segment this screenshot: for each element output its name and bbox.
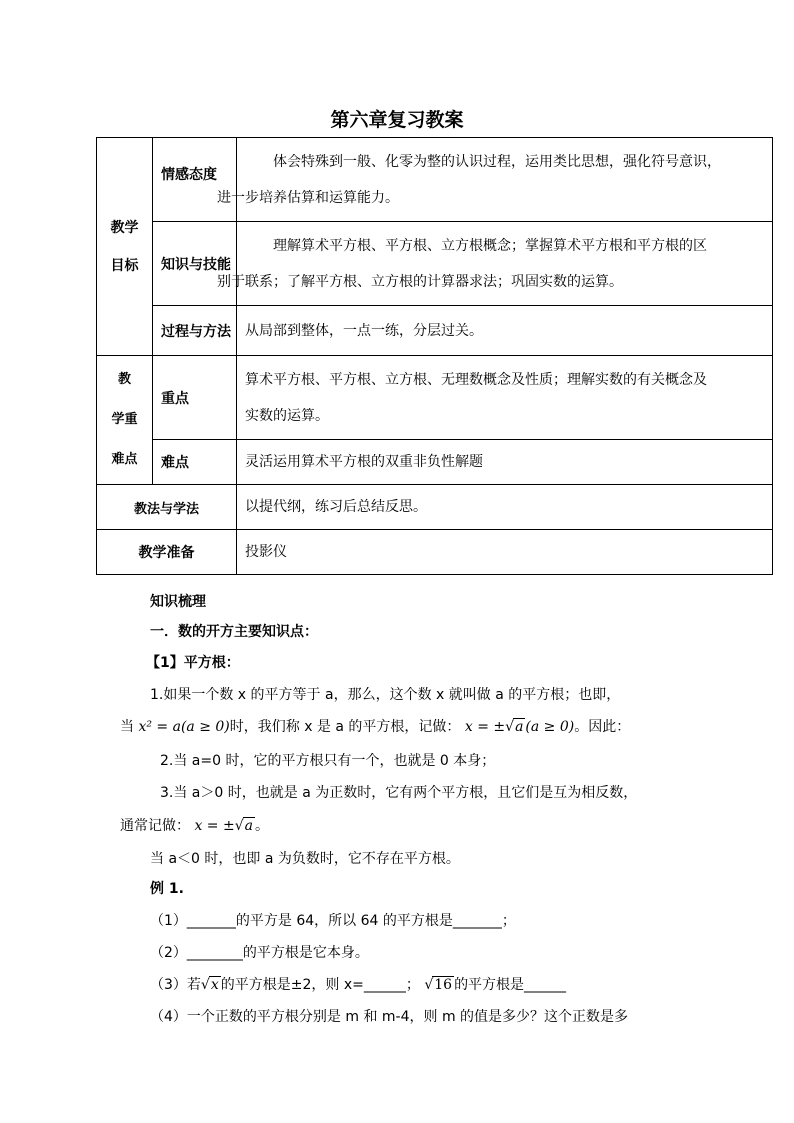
prep-text: 投影仪 (237, 530, 773, 575)
question-2: （2）________的平方根是它本身。 (150, 945, 369, 961)
prep-label: 教学准备 (97, 530, 237, 575)
paragraph-4: 3.当 a＞0 时，也就是 a 为正数时，它有两个平方根，且它们是互为相反数， (160, 785, 638, 801)
process-label: 过程与方法 (153, 306, 237, 356)
goals-label: 教学 目标 (97, 138, 153, 356)
process-text: 从局部到整体，一点一练，分层过关。 (237, 306, 773, 356)
paragraph-2: 当 x² = a(a ≥ 0)时，我们称 x 是 a 的平方根，记做： x = ±√a (a ≥ 0)。因此： (120, 719, 631, 735)
page-title: 第六章复习教案 (330, 109, 464, 131)
question-3: （3）若√x 的平方根是±2，则 x=______； √16 的平方根是______ (150, 977, 567, 993)
paragraph-1: 1.如果一个数 x 的平方等于 a，那么，这个数 x 就叫做 a 的平方根；也即， (150, 687, 621, 703)
topic-title: 【1】平方根： (146, 655, 240, 671)
method-label: 教法与学法 (97, 485, 237, 530)
paragraph-6: 当 a＜0 时，也即 a 为负数时，它不存在平方根。 (150, 851, 460, 867)
formula-root: x = ±√a (a ≥ 0) (464, 719, 575, 735)
paragraph-3: 2.当 a=0 时，它的平方根只有一个，也就是 0 本身； (160, 753, 496, 769)
knowledge-text: 理解算术平方根、平方根、立方根概念；掌握算术平方根和平方根的区 别于联系；了解平方根、立方根的计算器求法；巩固实数的运算。 (237, 222, 773, 306)
focus-text: 算术平方根、平方根、立方根、无理数概念及性质；理解实数的有关概念及 实数的运算。 (237, 356, 773, 440)
emotion-label: 情感态度 (153, 138, 237, 222)
example-title: 例 1. (150, 881, 184, 897)
formula-square: x² = a(a ≥ 0) (138, 719, 230, 735)
emotion-text: 体会特殊到一般、化零为整的认识过程，运用类比思想，强化符号意识， 进一步培养估算和运算能力。 (237, 138, 773, 222)
paragraph-5: 通常记做： x = ±√a 。 (120, 818, 269, 834)
subsection-title: 一．数的开方主要知识点： (150, 624, 318, 640)
focus-label: 重点 (153, 356, 237, 440)
question-4: （4）一个正数的平方根分别是 m 和 m-4，则 m 的值是多少？这个正数是多 (150, 1009, 629, 1025)
formula-notation: x = ±√a (194, 818, 253, 834)
knowledge-label: 知识与技能 (153, 222, 237, 306)
difficulty-text: 灵活运用算术平方根的双重非负性解题 (237, 440, 773, 485)
keypoints-label: 教 学重 难点 (97, 356, 153, 485)
question-1: （1）_______的平方是 64，所以 64 的平方根是_______； (150, 913, 516, 929)
lesson-plan-table (96, 137, 773, 575)
method-text: 以提代纲，练习后总结反思。 (237, 485, 773, 530)
section-title: 知识梳理 (150, 594, 206, 610)
difficulty-label: 难点 (153, 440, 237, 485)
